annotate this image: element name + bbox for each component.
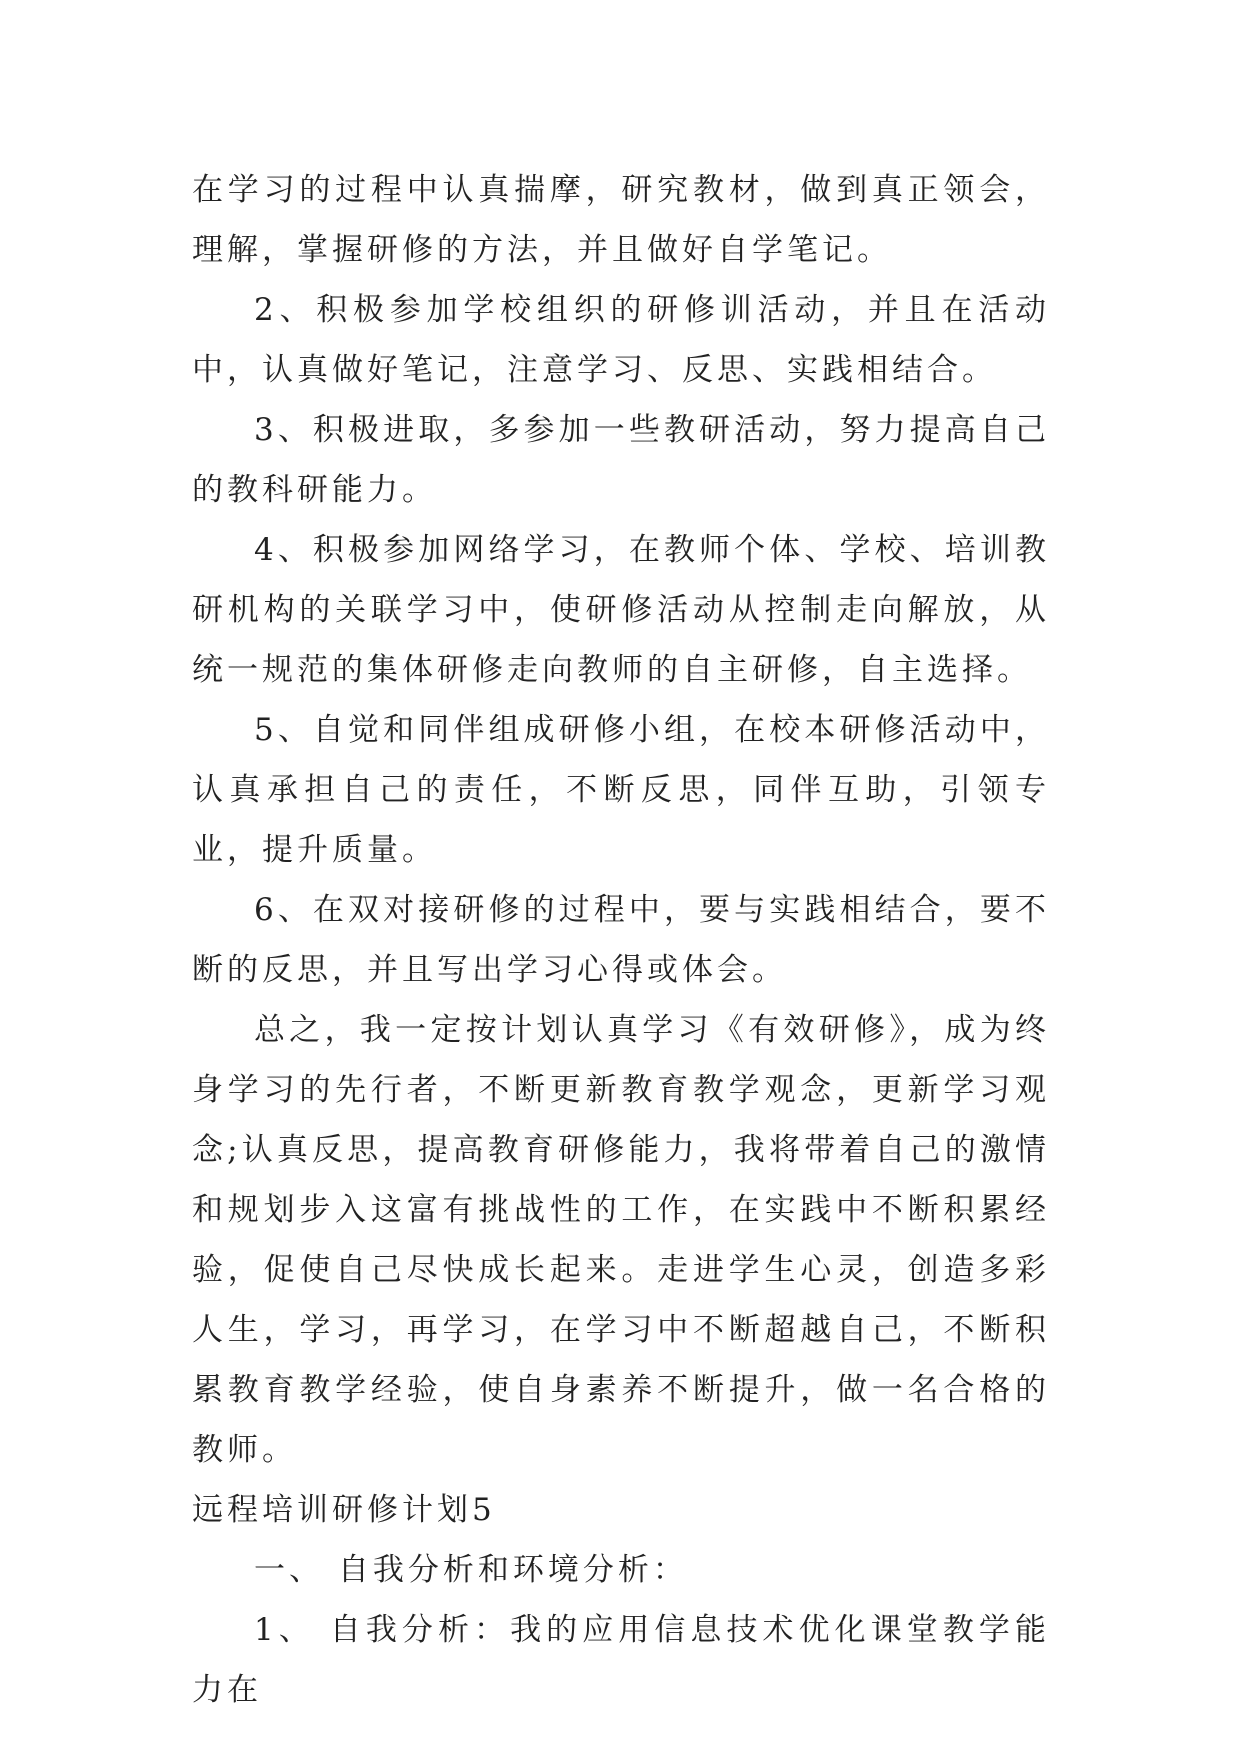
subsection-heading: 一、 自我分析和环境分析： [254,1552,688,1588]
section-title: 远程培训研修计划5 [192,1492,496,1528]
paragraph-self-analysis: 1、 自我分析：我的应用信息技术优化课堂教学能力在 [192,1612,1050,1708]
paragraph-item-3: 3、积极进取，多参加一些教研活动，努力提高自己的教科研能力。 [192,412,1050,508]
paragraph-item-2: 2、积极参加学校组织的研修训活动，并且在活动中，认真做好笔记，注意学习、反思、实践相结合。 [192,292,1050,388]
paragraph-continuation: 在学习的过程中认真揣摩，研究教材，做到真正领会，理解，掌握研修的方法，并且做好自学笔记。 [192,172,1050,268]
paragraph-item-4: 4、积极参加网络学习，在教师个体、学校、培训教研机构的关联学习中，使研修活动从控制走向解放，从统一规范的集体研修走向教师的自主研修，自主选择。 [192,532,1050,688]
document-body [192,160,1050,1720]
paragraph-item-5: 5、自觉和同伴组成研修小组，在校本研修活动中，认真承担自己的责任，不断反思，同伴互助，引领专业，提升质量。 [192,712,1050,868]
paragraph-item-6: 6、在双对接研修的过程中，要与实践相结合，要不断的反思，并且写出学习心得或体会。 [192,892,1050,988]
paragraph-summary: 总之，我一定按计划认真学习《有效研修》，成为终身学习的先行者，不断更新教育教学观念，更新学习观念;认真反思，提高教育研修能力，我将带着自己的激情和规划步入这富有挑战性的工作，在实践中不断积累经验，促使自己尽快成长起来。走进学生心灵，创造多彩人生，学习，再学习，在学习中不断超越自己，不断积累教育教学经验，使自身素养不断提升，做一名合格的教师。 [192,1012,1050,1468]
